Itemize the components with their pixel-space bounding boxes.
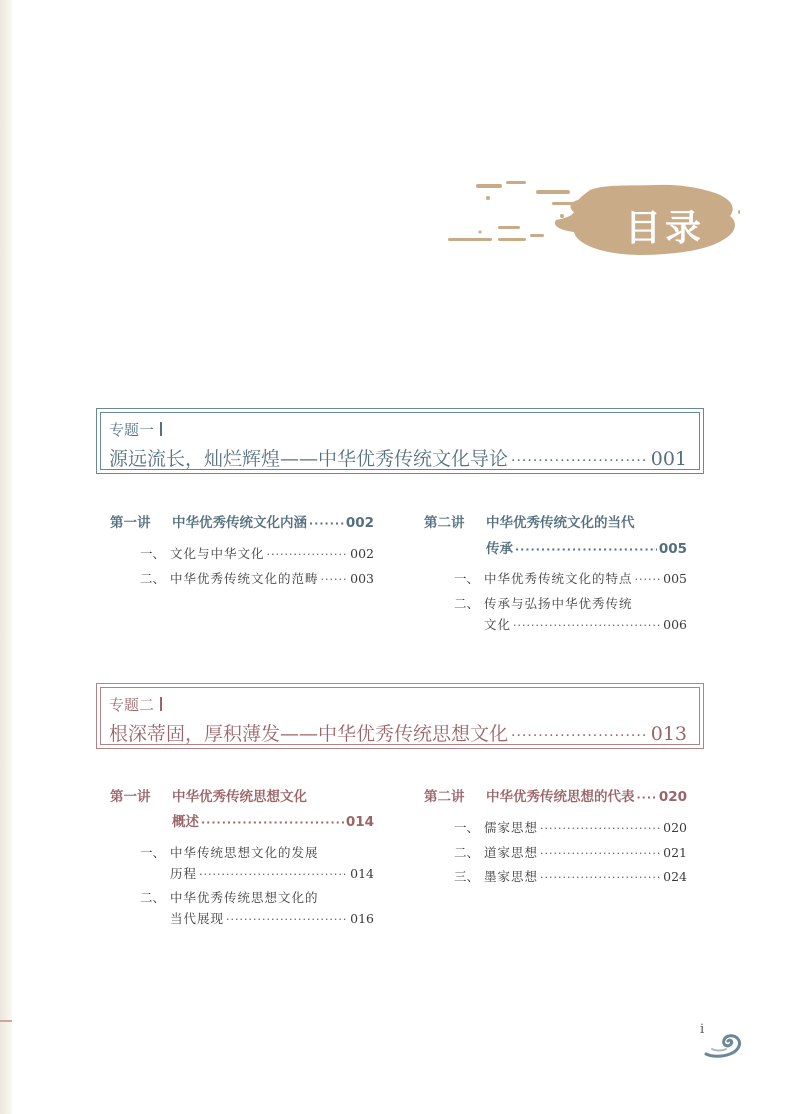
- topic-1-label: 专题一: [109, 421, 155, 439]
- leader-dots: [635, 573, 662, 586]
- topic-2-lecture-1-item-2[interactable]: [140, 888, 374, 906]
- item-text: 中华传统思想文化的发展: [170, 845, 319, 860]
- topic-1-lecture-2-item-2-line2[interactable]: [484, 615, 687, 633]
- item-number: 二、: [454, 845, 480, 860]
- item-page: 024: [663, 869, 687, 884]
- topic-1-lecture-2-item-2[interactable]: [454, 594, 687, 612]
- item-page: 020: [663, 820, 687, 835]
- leader-dots: [540, 822, 661, 835]
- topic-2-label: 专题二: [109, 696, 155, 714]
- left-decorative-strip: [0, 0, 12, 1114]
- item-page: 002: [350, 546, 374, 561]
- lecture-number: 第一讲: [110, 789, 151, 805]
- topic-2-label-row: [109, 694, 162, 715]
- item-text: 墨家思想: [484, 869, 539, 884]
- item-text: 道家思想: [484, 845, 539, 860]
- topic-1-leader-dots: [511, 453, 648, 469]
- item-text-line2: 当代展现: [170, 911, 225, 926]
- leader-dots: [199, 868, 348, 881]
- item-text: 中华优秀传统文化的特点: [484, 571, 633, 586]
- topic-2-label-bar: [160, 697, 162, 711]
- item-number: 二、: [454, 596, 480, 611]
- topic-1-lecture-1[interactable]: [110, 511, 374, 531]
- cloud-swirl-icon: [702, 1030, 746, 1060]
- lecture-title-line2: 传承: [486, 541, 513, 557]
- item-number: 一、: [140, 546, 166, 561]
- topic-1-lecture-1-item-2[interactable]: [140, 569, 374, 587]
- topic-1-title: 源远流长，灿烂辉煌——中华优秀传统文化导论: [109, 448, 509, 470]
- topic-1-label-bar: [160, 422, 162, 436]
- lecture-number: 第一讲: [110, 515, 151, 531]
- page-number: i: [700, 1022, 705, 1037]
- item-text-line2: 文化: [484, 617, 512, 632]
- item-number: 三、: [454, 869, 480, 884]
- topic-2-lecture-1-item-2-line2[interactable]: [170, 909, 374, 927]
- topic-2-lecture-1-line2[interactable]: [172, 810, 374, 830]
- lecture-title: 中华优秀传统文化内涵: [172, 515, 307, 531]
- lecture-title: 中华优秀传统思想文化: [172, 789, 307, 805]
- topic-2-page: 013: [650, 723, 687, 745]
- leader-dots: [540, 847, 661, 860]
- item-page: 021: [663, 845, 687, 860]
- topic-2-leader-dots: [511, 728, 648, 744]
- toc-title: 目录: [624, 208, 705, 249]
- topic-2-entry[interactable]: [109, 719, 687, 746]
- leader-dots: [513, 619, 661, 632]
- item-number: 一、: [454, 571, 480, 586]
- item-text-line2: 历程: [170, 866, 198, 881]
- item-text: 中华优秀传统思想文化的: [170, 890, 319, 905]
- item-number: 二、: [140, 571, 166, 586]
- item-page: 016: [350, 911, 374, 926]
- item-page: 014: [350, 866, 374, 881]
- topic-1-lecture-2-item-1[interactable]: [454, 569, 687, 587]
- topic-2-lecture-1-item-1-line2[interactable]: [170, 864, 374, 882]
- leader-dots: [637, 791, 657, 804]
- item-page: 005: [663, 571, 687, 586]
- topic-1-page: 001: [650, 448, 687, 470]
- topic-1-lecture-2-heading[interactable]: [424, 511, 635, 531]
- leader-dots: [309, 517, 344, 530]
- lecture-page: 002: [345, 515, 374, 531]
- topic-2-lecture-1-item-1[interactable]: [140, 843, 374, 861]
- topic-1-label-row: [109, 419, 162, 440]
- leader-dots: [267, 548, 349, 561]
- topic-2-lecture-2-item-1[interactable]: [454, 818, 687, 836]
- item-number: 一、: [454, 820, 480, 835]
- lecture-title-line2: 概述: [172, 814, 199, 830]
- topic-1-lecture-2-line2[interactable]: [486, 537, 687, 557]
- leader-dots: [201, 816, 344, 829]
- topic-2-lecture-2-item-3[interactable]: [454, 867, 687, 885]
- item-text: 儒家思想: [484, 820, 539, 835]
- topic-1-entry[interactable]: [109, 444, 687, 471]
- item-text: 文化与中华文化: [170, 546, 265, 561]
- leader-dots: [321, 573, 349, 586]
- topic-1-lecture-1-item-1[interactable]: [140, 544, 374, 562]
- item-number: 二、: [140, 890, 166, 905]
- item-page: 006: [663, 617, 687, 632]
- lecture-title: 中华优秀传统思想的代表: [486, 789, 635, 805]
- item-number: 一、: [140, 845, 166, 860]
- topic-2-lecture-2-item-2[interactable]: [454, 843, 687, 861]
- lecture-page: 020: [658, 789, 687, 805]
- lecture-page: 014: [345, 814, 374, 830]
- item-page: 003: [350, 571, 374, 586]
- item-text: 传承与弘扬中华优秀传统: [484, 596, 633, 611]
- lecture-page: 005: [658, 541, 687, 557]
- item-text: 中华优秀传统文化的范畴: [170, 571, 319, 586]
- leader-dots: [540, 871, 661, 884]
- topic-1-box: [96, 408, 704, 474]
- topic-2-lecture-2[interactable]: [424, 785, 687, 805]
- toc-title-banner: [440, 176, 740, 266]
- left-strip-mark: [0, 1020, 12, 1022]
- topic-2-title: 根深蒂固，厚积薄发——中华优秀传统思想文化: [109, 723, 509, 745]
- topic-2-lecture-1-heading[interactable]: [110, 785, 307, 805]
- topic-2-box: [96, 683, 704, 749]
- lecture-number: 第二讲: [424, 789, 465, 805]
- leader-dots: [515, 543, 657, 556]
- lecture-title: 中华优秀传统文化的当代: [486, 515, 635, 531]
- lecture-number: 第二讲: [424, 515, 465, 531]
- leader-dots: [226, 913, 348, 926]
